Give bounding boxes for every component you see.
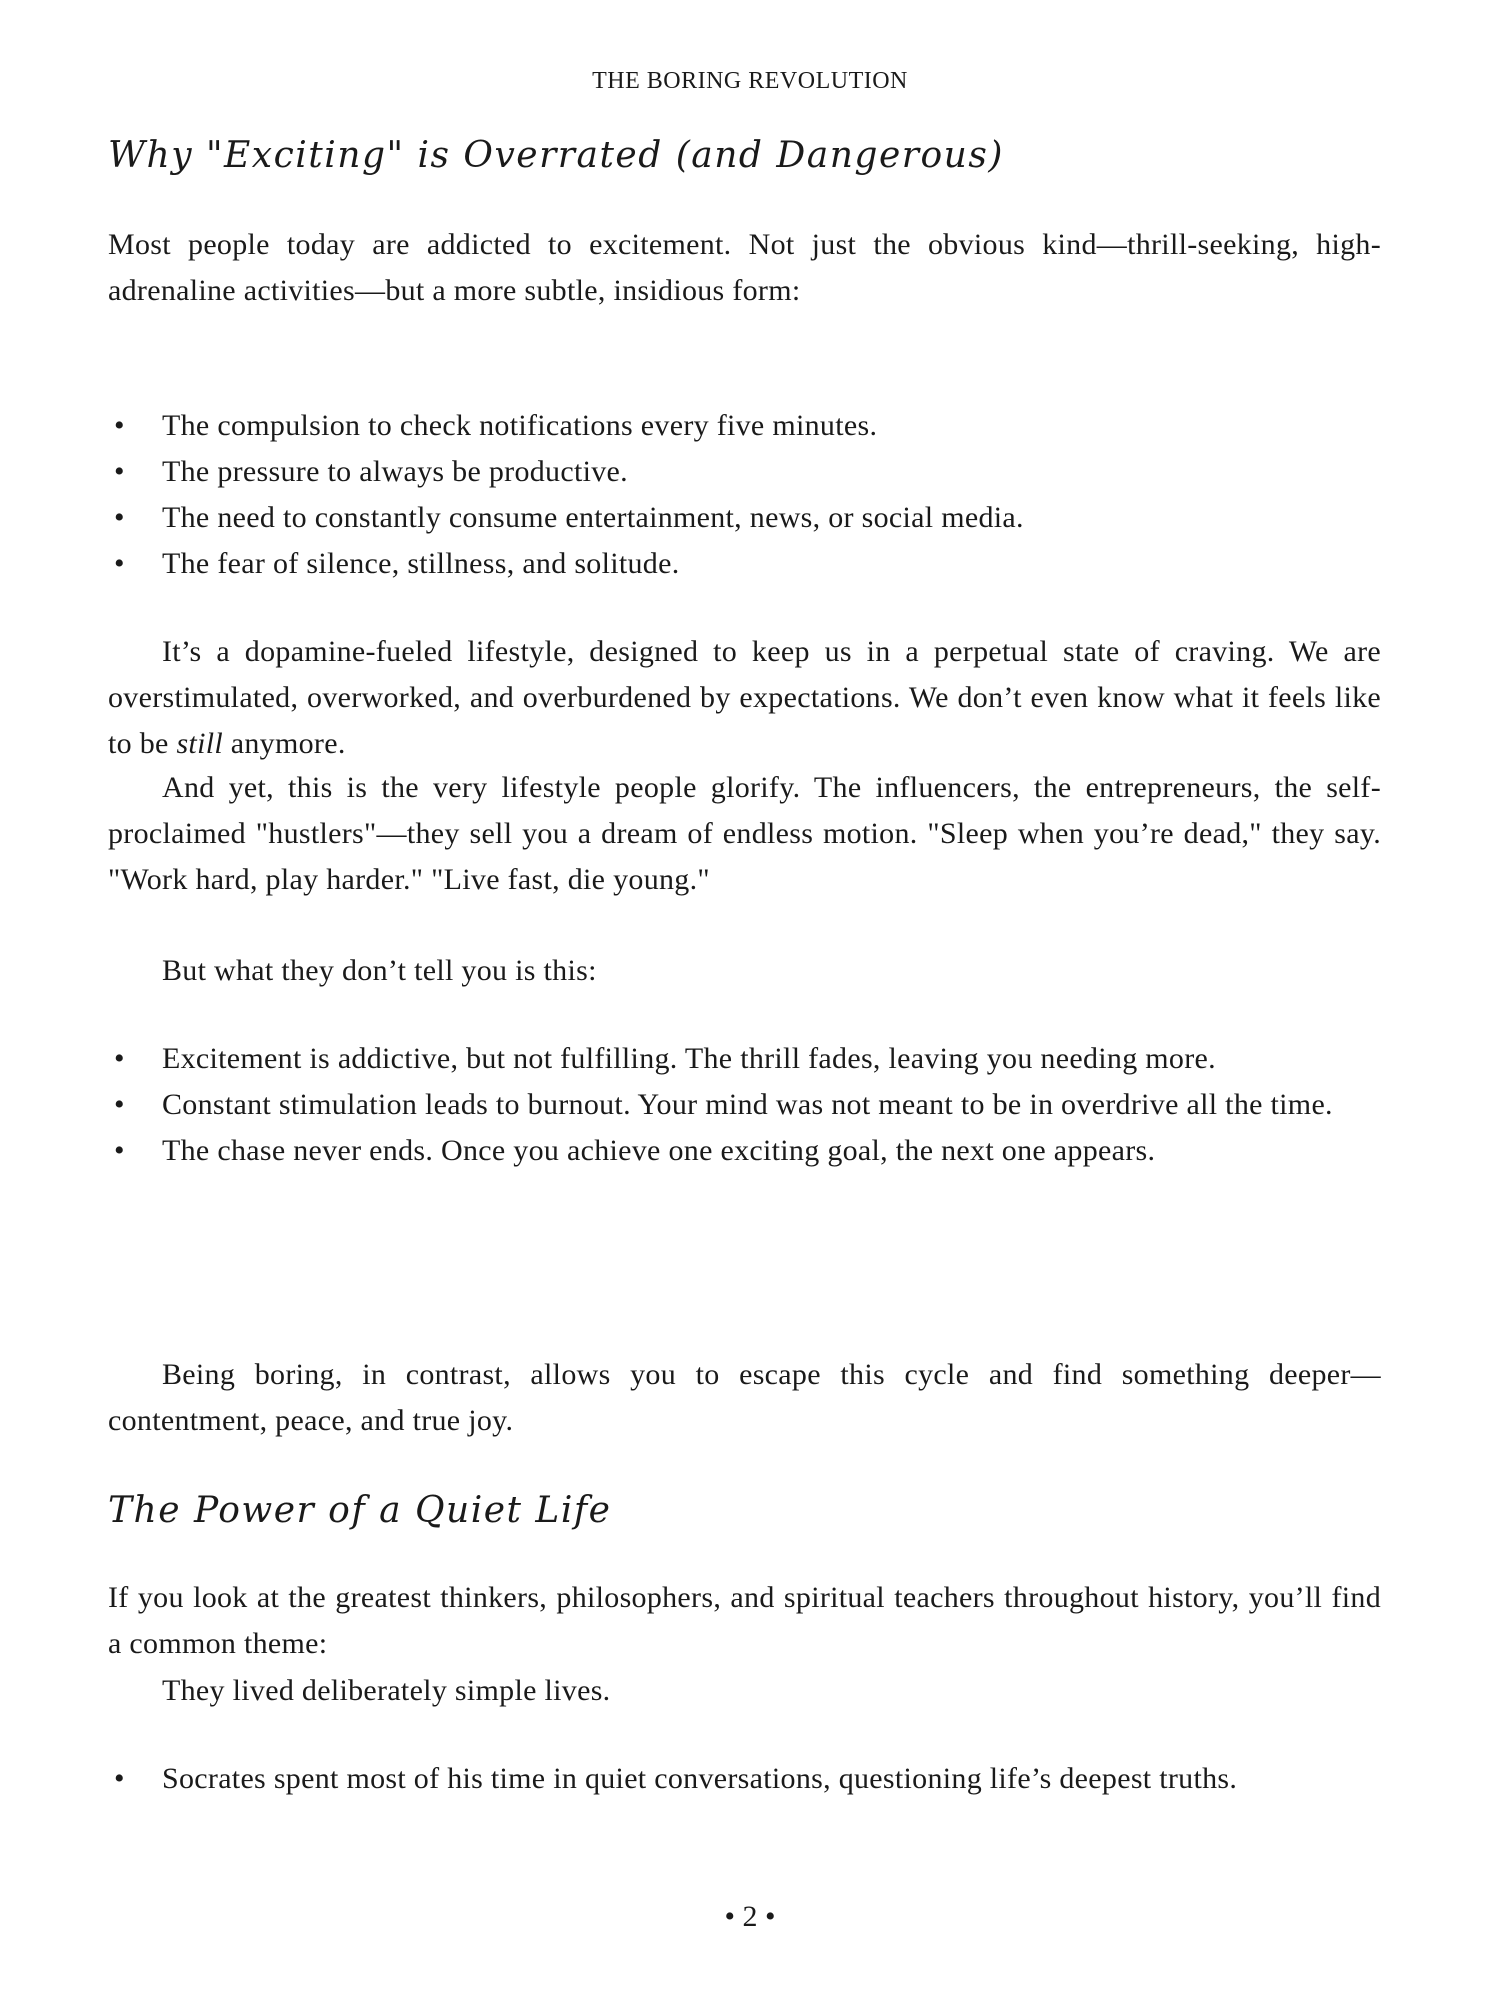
running-header: THE BORING REVOLUTION	[592, 68, 908, 94]
bullet-icon: •	[114, 409, 125, 442]
bullet-icon: •	[114, 1762, 125, 1795]
bullet-icon: •	[114, 547, 125, 580]
paragraph-simple-lives: They lived deliberately simple lives.	[162, 1674, 611, 1707]
list-item: • The pressure to always be productive.	[108, 449, 1381, 495]
bullet-icon: •	[114, 1134, 125, 1167]
paragraph-but-what: But what they don’t tell you is this:	[162, 954, 597, 987]
bullet-list-thinkers	[108, 1756, 1381, 1802]
section-heading-exciting: Why "Exciting" is Overrated (and Dangerous)	[108, 135, 1004, 176]
paragraph-intro: Most people today are addicted to excitement. Not just the obvious kind—thrill-seeking, high-adrenaline activities—but a more subtle, insidious form:	[108, 228, 1381, 307]
list-item: • The chase never ends. Once you achieve one exciting goal, the next one appears.	[108, 1128, 1381, 1174]
paragraph-thinkers: If you look at the greatest thinkers, philosophers, and spiritual teachers throughout history, you’ll find a common theme:	[108, 1581, 1381, 1660]
paragraph-being-boring: Being boring, in contrast, allows you to escape this cycle and find something deeper—contentment, peace, and true joy.	[108, 1358, 1381, 1437]
bullet-list-compulsions	[108, 403, 1381, 587]
paragraph-dopamine: It’s a dopamine-fueled lifestyle, designed to keep us in a perpetual state of craving. We are overstimulated, overworked, and overburdened by expectations. We don’t even know what it feels like to be still anymore.	[108, 635, 1381, 760]
bullet-icon: •	[114, 455, 125, 488]
list-item: • Constant stimulation leads to burnout. Your mind was not meant to be in overdrive all the time.	[108, 1082, 1381, 1128]
bullet-list-excitement	[108, 1036, 1381, 1174]
bullet-icon: •	[114, 1088, 125, 1121]
list-item: • Excitement is addictive, but not fulfilling. The thrill fades, leaving you needing more.	[108, 1036, 1381, 1082]
list-item: • The fear of silence, stillness, and solitude.	[108, 541, 1381, 587]
bullet-icon: •	[114, 1042, 125, 1075]
paragraph-glorify: And yet, this is the very lifestyle people glorify. The influencers, the entrepreneurs, the self-proclaimed "hustlers"—they sell you a dream of endless motion. "Sleep when you’re dead," they say. "Work hard, play harder." "Live fast, die young."	[108, 771, 1381, 896]
page-number: • 2 •	[724, 1900, 776, 1933]
list-item: • The compulsion to check notifications every five minutes.	[108, 403, 1381, 449]
list-item: • The need to constantly consume entertainment, news, or social media.	[108, 495, 1381, 541]
section-heading-quiet-life: The Power of a Quiet Life	[108, 1490, 612, 1531]
list-item: • Socrates spent most of his time in quiet conversations, questioning life’s deepest truths.	[108, 1756, 1381, 1802]
bullet-icon: •	[114, 501, 125, 534]
